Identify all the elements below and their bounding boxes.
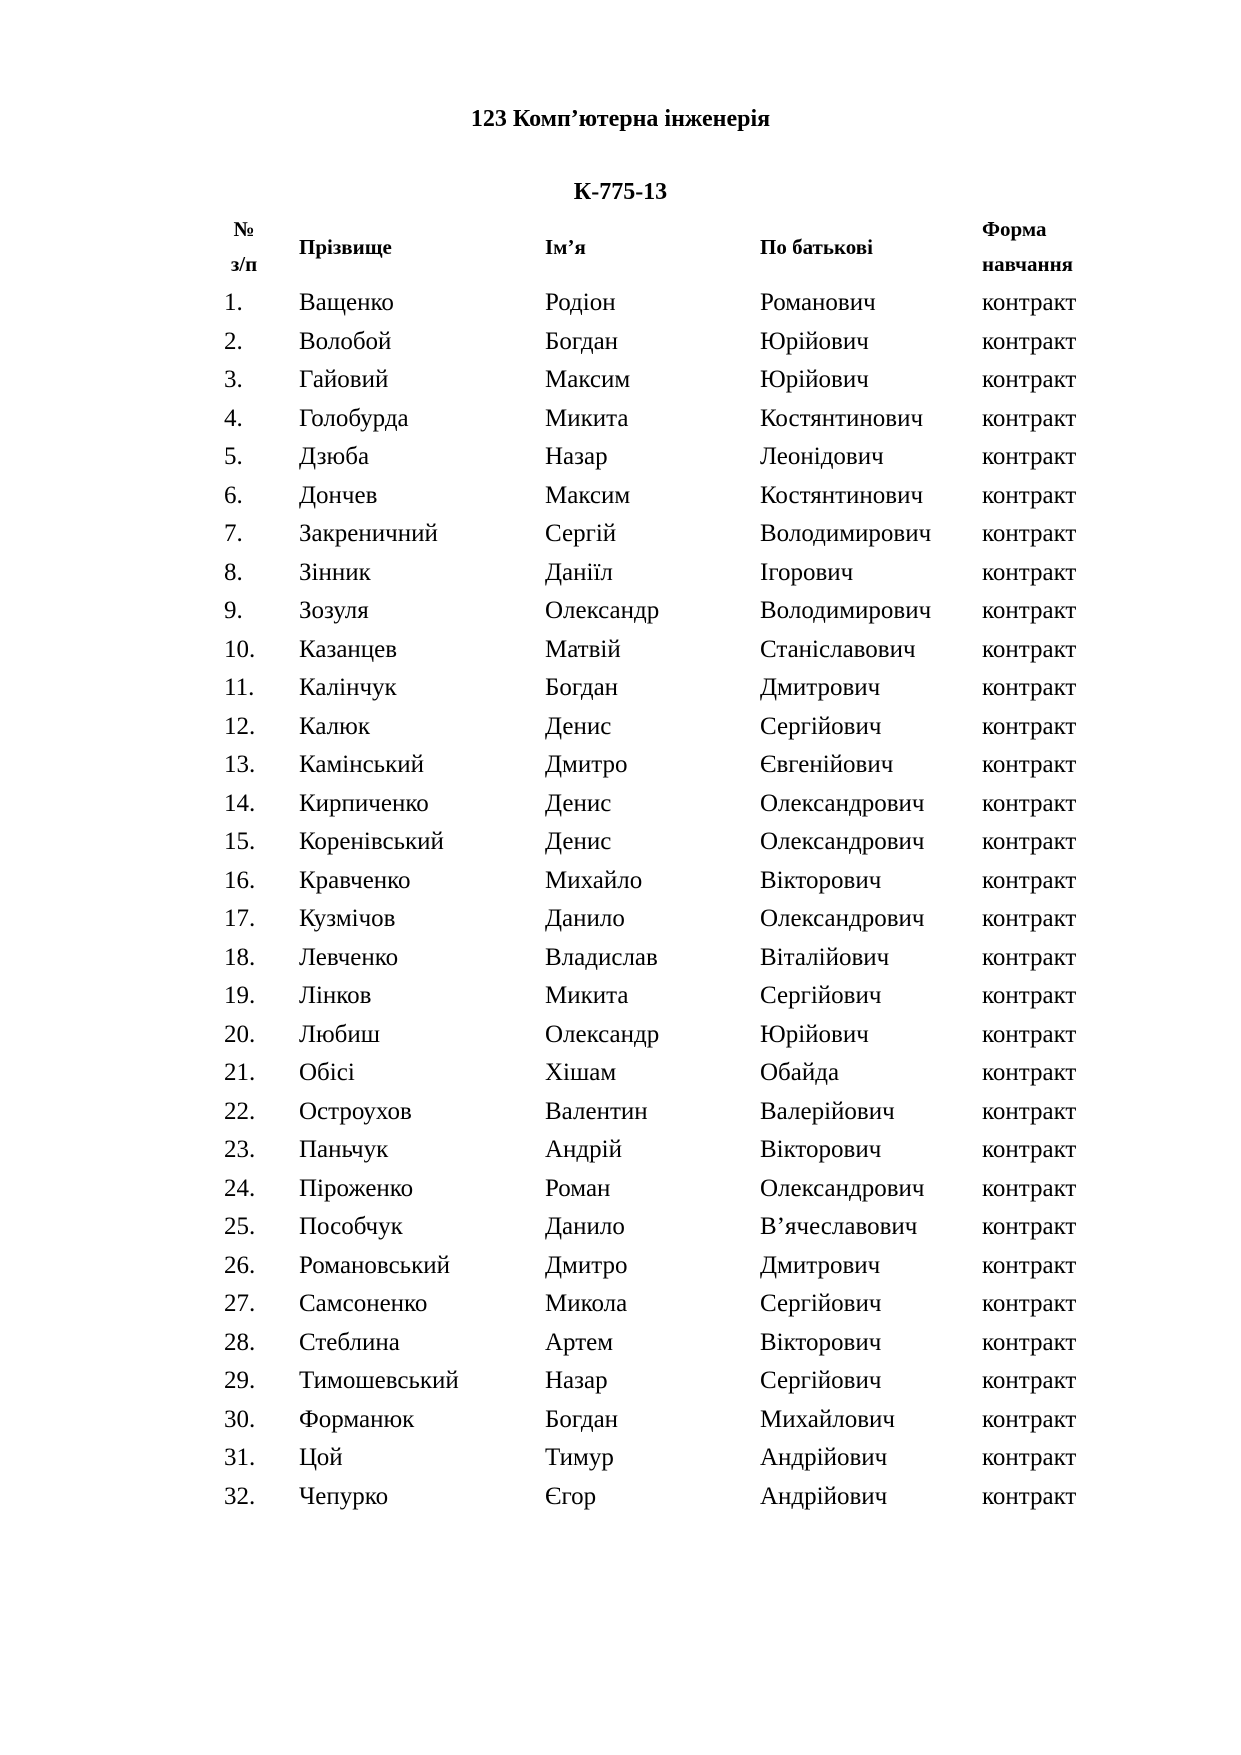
cell-number: 27. (224, 1290, 256, 1317)
cell-number: 5. (224, 443, 243, 470)
cell-form: контракт (982, 674, 1077, 701)
cell-name: Денис (545, 789, 612, 817)
cell-name: Хішам (545, 1059, 617, 1086)
cell-patronymic: Сергійович (760, 982, 882, 1009)
cell-surname: Любиш (299, 1020, 380, 1048)
cell-surname: Обісі (299, 1059, 355, 1086)
cell-form: контракт (982, 520, 1077, 547)
cell-patronymic: Володимирович (760, 520, 932, 547)
cell-number: 15. (224, 828, 256, 855)
cell-form: контракт (982, 789, 1077, 817)
cell-number: 16. (224, 866, 256, 894)
cell-name: Богдан (545, 674, 619, 701)
table-row (224, 823, 1112, 862)
cell-number: 11. (224, 674, 255, 701)
cell-name: Богдан (545, 1405, 619, 1433)
cell-number: 6. (224, 481, 243, 509)
cell-number: 20. (224, 1020, 256, 1048)
cell-patronymic: Віталійович (760, 943, 890, 971)
table-row (224, 785, 1112, 824)
cell-form: контракт (982, 635, 1077, 663)
table-row (224, 1401, 1112, 1440)
cell-name: Денис (545, 828, 612, 855)
cell-surname: Пособчук (299, 1213, 403, 1240)
column-header-name: Ім’я (545, 234, 586, 259)
cell-patronymic: Євгенійович (760, 751, 894, 778)
table-row (224, 323, 1112, 362)
cell-patronymic: Юрійович (760, 327, 869, 355)
cell-number: 4. (224, 404, 243, 432)
column-header-form: Форма навчання (982, 217, 1074, 276)
cell-name: Назар (545, 443, 608, 470)
cell-name: Родіон (545, 289, 616, 316)
cell-patronymic: Андрійович (760, 1482, 888, 1510)
cell-form: контракт (982, 1482, 1077, 1510)
cell-name: Денис (545, 712, 612, 740)
cell-surname: Голобурда (299, 404, 409, 432)
cell-name: Дмитро (545, 1251, 628, 1279)
cell-surname: Стеблина (299, 1328, 400, 1356)
cell-form: контракт (982, 404, 1077, 432)
cell-form: контракт (982, 1097, 1077, 1125)
table-row (224, 361, 1112, 400)
cell-name: Данило (545, 1213, 625, 1240)
cell-patronymic: Дмитрович (760, 1251, 881, 1279)
cell-patronymic: Юрійович (760, 1020, 869, 1048)
cell-form: контракт (982, 828, 1077, 855)
cell-name: Максим (545, 481, 631, 509)
cell-name: Сергій (545, 520, 617, 547)
cell-name: Микита (545, 982, 629, 1009)
cell-form: контракт (982, 443, 1077, 470)
cell-surname: Самсоненко (299, 1290, 428, 1317)
cell-number: 25. (224, 1213, 256, 1240)
cell-patronymic: Сергійович (760, 1367, 882, 1394)
cell-patronymic: Олександрович (760, 1174, 925, 1202)
table-row (224, 1131, 1112, 1170)
cell-number: 12. (224, 712, 256, 740)
column-header-number: № з/п (230, 217, 258, 276)
cell-patronymic: Олександрович (760, 789, 925, 817)
table-row (224, 1016, 1112, 1055)
table-row (224, 939, 1112, 978)
cell-patronymic: Юрійович (760, 366, 869, 393)
cell-number: 23. (224, 1136, 256, 1163)
cell-number: 32. (224, 1482, 256, 1510)
cell-name: Владислав (545, 943, 658, 971)
table-row (224, 708, 1112, 747)
cell-form: контракт (982, 597, 1077, 624)
table-row (224, 284, 1112, 323)
table-header-row (224, 210, 1112, 284)
table-row (224, 669, 1112, 708)
cell-patronymic: Вікторович (760, 1136, 882, 1163)
cell-form: контракт (982, 1290, 1077, 1317)
cell-form: контракт (982, 1136, 1077, 1163)
group-code: К-775-13 (573, 179, 668, 205)
cell-patronymic: Ігорович (760, 558, 854, 586)
cell-surname: Лінков (299, 982, 372, 1009)
table-row (224, 438, 1112, 477)
cell-form: контракт (982, 866, 1077, 894)
cell-number: 2. (224, 327, 243, 355)
cell-patronymic: Дмитрович (760, 674, 881, 701)
cell-name: Єгор (545, 1482, 597, 1510)
cell-surname: Коренівський (299, 828, 444, 855)
column-header-surname: Прізвище (299, 234, 392, 259)
table-row (224, 554, 1112, 593)
cell-number: 7. (224, 520, 243, 547)
cell-surname: Гайовий (299, 366, 389, 393)
student-table (224, 210, 1112, 1516)
cell-form: контракт (982, 1367, 1077, 1394)
cell-name: Олександр (545, 597, 660, 624)
cell-form: контракт (982, 712, 1077, 740)
cell-surname: Кирпиченко (299, 789, 429, 817)
cell-name: Дмитро (545, 751, 628, 778)
cell-surname: Калінчук (299, 674, 397, 701)
table-row (224, 515, 1112, 554)
table-row (224, 1285, 1112, 1324)
table-row (224, 977, 1112, 1016)
cell-surname: Ващенко (299, 289, 394, 316)
cell-form: контракт (982, 1328, 1077, 1356)
table-row (224, 1208, 1112, 1247)
cell-number: 21. (224, 1059, 256, 1086)
table-row (224, 1054, 1112, 1093)
cell-form: контракт (982, 1020, 1077, 1048)
cell-name: Валентин (545, 1097, 648, 1125)
cell-patronymic: Михайлович (760, 1405, 895, 1433)
table-row (224, 1478, 1112, 1517)
cell-number: 10. (224, 635, 256, 663)
cell-number: 18. (224, 943, 256, 971)
cell-surname: Волобой (299, 327, 392, 355)
table-row (224, 1247, 1112, 1286)
cell-number: 30. (224, 1405, 256, 1433)
table-row (224, 1439, 1112, 1478)
cell-form: контракт (982, 366, 1077, 393)
cell-patronymic: Станіславович (760, 635, 916, 663)
cell-patronymic: В’ячеславович (760, 1213, 918, 1240)
cell-patronymic: Олександрович (760, 828, 925, 855)
cell-name: Артем (545, 1328, 614, 1356)
cell-form: контракт (982, 943, 1077, 971)
cell-name: Микола (545, 1290, 628, 1317)
cell-number: 13. (224, 751, 256, 778)
cell-form: контракт (982, 982, 1077, 1009)
cell-surname: Остроухов (299, 1097, 412, 1125)
cell-patronymic: Романович (760, 289, 876, 316)
cell-number: 19. (224, 982, 256, 1009)
cell-form: контракт (982, 481, 1077, 509)
cell-patronymic: Андрійович (760, 1444, 888, 1471)
cell-form: контракт (982, 289, 1077, 316)
cell-surname: Цой (299, 1444, 343, 1471)
cell-patronymic: Валерійович (760, 1097, 895, 1125)
cell-patronymic: Леонідович (760, 443, 884, 470)
cell-number: 17. (224, 905, 256, 932)
cell-form: контракт (982, 1174, 1077, 1202)
cell-form: контракт (982, 1059, 1077, 1086)
cell-name: Андрій (545, 1136, 622, 1163)
cell-patronymic: Олександрович (760, 905, 925, 932)
cell-surname: Паньчук (299, 1136, 389, 1163)
cell-number: 3. (224, 366, 243, 393)
cell-form: контракт (982, 905, 1077, 932)
cell-surname: Калюк (299, 712, 370, 740)
cell-patronymic: Сергійович (760, 712, 882, 740)
cell-patronymic: Володимирович (760, 597, 932, 624)
cell-number: 8. (224, 558, 243, 586)
cell-number: 31. (224, 1444, 256, 1471)
cell-number: 14. (224, 789, 256, 817)
cell-surname: Закреничний (299, 520, 438, 547)
table-row (224, 631, 1112, 670)
table-row (224, 1362, 1112, 1401)
cell-number: 1. (224, 289, 243, 316)
cell-form: контракт (982, 327, 1077, 355)
cell-number: 28. (224, 1328, 256, 1356)
cell-patronymic: Сергійович (760, 1290, 882, 1317)
cell-name: Максим (545, 366, 631, 393)
cell-patronymic: Обайда (760, 1059, 840, 1086)
cell-surname: Піроженко (299, 1174, 414, 1202)
cell-form: контракт (982, 1251, 1077, 1279)
table-row (224, 900, 1112, 939)
table-row (224, 400, 1112, 439)
cell-number: 29. (224, 1367, 256, 1394)
cell-surname: Романовський (299, 1251, 450, 1279)
cell-number: 22. (224, 1097, 256, 1125)
cell-surname: Форманюк (299, 1405, 415, 1433)
table-row (224, 862, 1112, 901)
cell-surname: Кравченко (299, 866, 411, 894)
cell-name: Михайло (545, 866, 643, 894)
cell-number: 9. (224, 597, 243, 624)
cell-surname: Чепурко (299, 1482, 389, 1510)
cell-patronymic: Вікторович (760, 1328, 882, 1356)
cell-surname: Тимошевський (299, 1367, 459, 1394)
cell-form: контракт (982, 558, 1077, 586)
cell-number: 26. (224, 1251, 256, 1279)
cell-form: контракт (982, 1213, 1077, 1240)
table-row (224, 746, 1112, 785)
cell-form: контракт (982, 1444, 1077, 1471)
cell-patronymic: Вікторович (760, 866, 882, 894)
cell-patronymic: Костянтинович (760, 404, 924, 432)
cell-name: Олександр (545, 1020, 660, 1048)
cell-form: контракт (982, 751, 1077, 778)
cell-number: 24. (224, 1174, 256, 1202)
cell-name: Назар (545, 1367, 608, 1394)
table-row (224, 592, 1112, 631)
column-header-patronymic: По батькові (760, 234, 873, 259)
cell-name: Богдан (545, 327, 619, 355)
table-row (224, 1093, 1112, 1132)
cell-patronymic: Костянтинович (760, 481, 924, 509)
cell-surname: Зозуля (299, 597, 369, 624)
cell-name: Роман (545, 1174, 611, 1202)
table-row (224, 477, 1112, 516)
cell-name: Данило (545, 905, 625, 932)
cell-surname: Дзюба (299, 443, 370, 470)
table-row (224, 1170, 1112, 1209)
cell-form: контракт (982, 1405, 1077, 1433)
table-body (224, 284, 1112, 1516)
cell-surname: Дончев (299, 481, 378, 509)
cell-surname: Казанцев (299, 635, 398, 663)
cell-name: Микита (545, 404, 629, 432)
cell-surname: Кузмічов (299, 905, 396, 932)
specialty-title: 123 Комп’ютерна інженерія (470, 106, 771, 132)
cell-name: Матвій (545, 635, 621, 663)
cell-name: Даніїл (545, 558, 613, 586)
cell-name: Тимур (545, 1444, 614, 1471)
cell-surname: Зінник (299, 558, 371, 586)
cell-surname: Камінський (299, 751, 424, 778)
cell-surname: Левченко (299, 943, 399, 971)
table-row (224, 1324, 1112, 1363)
